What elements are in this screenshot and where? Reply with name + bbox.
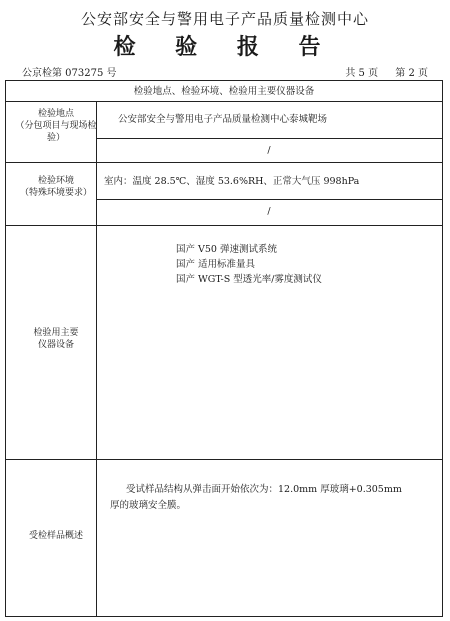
- page-info: [331, 64, 428, 79]
- sample-description-line: 厚的玻璃安全膜。: [110, 500, 187, 511]
- environment-label: 检验环境 （特殊环境要求）: [19, 176, 92, 198]
- divider: [6, 225, 442, 226]
- divider: [6, 162, 442, 163]
- location-value: 公安部安全与警用电子产品质量检测中心泰城靶场: [118, 114, 328, 125]
- divider: [96, 138, 442, 139]
- environment-special: /: [267, 206, 271, 217]
- divider: [6, 101, 442, 102]
- section-title: 检验地点、检验环境、检验用主要仪器设备: [133, 86, 315, 97]
- report-title: 检 验 报 告: [113, 34, 337, 60]
- divider: [6, 459, 442, 460]
- report-number: 公京检第 073275 号: [22, 68, 117, 79]
- location-label: 检验地点 （分包项目与现场检验）: [15, 109, 97, 143]
- total-pages: 共 5 页: [345, 68, 379, 79]
- location-subcontract: /: [267, 145, 271, 156]
- equipment-item: 国产 适用标准量具: [176, 259, 256, 270]
- organization-name: 公安部安全与警用电子产品质量检测中心: [80, 10, 369, 28]
- equipment-item: 国产 V50 弹速测试系统: [176, 244, 277, 255]
- sample-description-line: 受试样品结构从弹击面开始依次为：12.0mm 厚玻璃+0.305mm: [126, 484, 402, 495]
- page-number: 第 2 页: [395, 68, 428, 79]
- equipment-item: 国产 WGT-S 型透光率/雾度测试仪: [176, 274, 322, 285]
- inspection-table: [5, 80, 443, 617]
- divider: [96, 199, 442, 200]
- sample-label: 受检样品概述: [28, 531, 83, 541]
- environment-value: 室内：温度 28.5℃、湿度 53.6%RH、正常大气压 998hPa: [104, 176, 360, 187]
- equipment-label: 检验用主要 仪器设备: [33, 328, 79, 350]
